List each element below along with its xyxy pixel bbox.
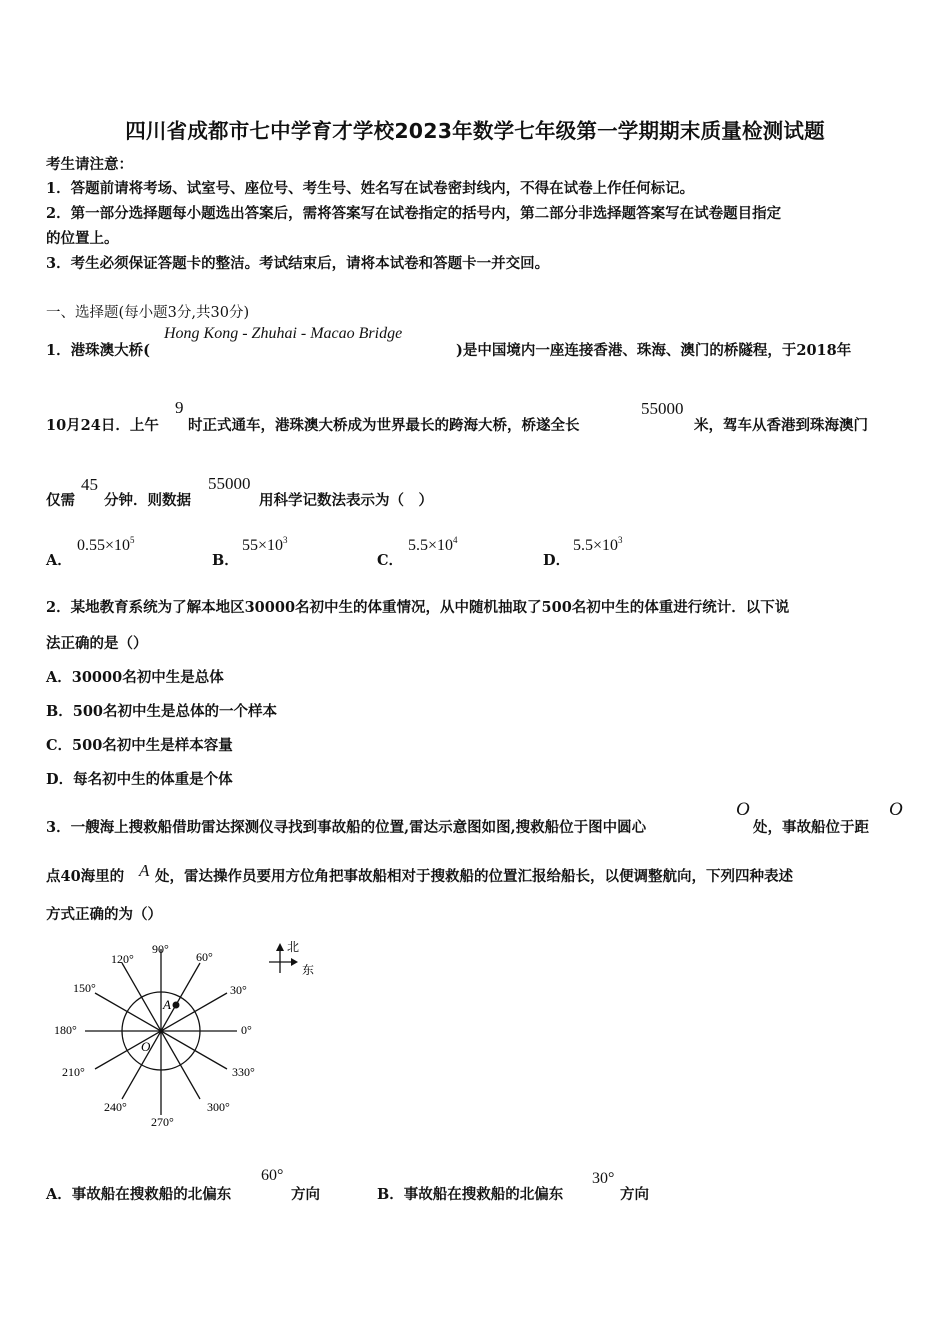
diagram-label-a: A	[163, 997, 171, 1012]
q3-option-b-degree: 30°	[592, 1170, 615, 1187]
notice-item: 3．考生必须保证答题卡的整洁。考试结束后，请将本试卷和答题卡一并交回。	[46, 255, 550, 272]
angle-label-90: 90°	[152, 942, 169, 956]
q2-line2: 法正确的是（）	[46, 635, 148, 652]
angle-label-210: 210°	[62, 1065, 85, 1079]
point-a-dot	[173, 1002, 180, 1009]
q2-option-d: D．每名初中生的体重是个体	[46, 771, 233, 788]
q1-bridge-en: Hong Kong - Zhuhai - Macao Bridge	[164, 325, 403, 342]
q1-line3-b: 分钟．则数据	[104, 492, 191, 509]
q3-line1-a: 3．一艘海上搜救船借助雷达探测仪寻找到事故船的位置,雷达示意图如图,搜救船位于图中圆心	[46, 819, 647, 836]
q1-line2-c: 米，驾车从香港到珠海澳门	[694, 417, 868, 434]
q1-prefix: 1．港珠澳大桥(	[46, 342, 150, 359]
q3-option-b-tail: 方向	[620, 1186, 649, 1203]
angle-label-0: 0°	[241, 1023, 252, 1037]
q1-line3-a: 仅需	[46, 492, 75, 509]
diagram-label-o: O	[141, 1039, 151, 1054]
angle-label-240: 240°	[104, 1100, 127, 1114]
q1-option-c-label: C．	[377, 552, 404, 569]
q1-length: 55000	[641, 399, 684, 418]
q3-option-b-label: B．事故船在搜救船的北偏东	[377, 1186, 564, 1203]
notice-item: 2．第一部分选择题每小题选出答案后，需将答案写在试卷指定的括号内，第二部分非选择题答案写在试卷题目指定	[46, 205, 782, 222]
q1-number: 55000	[208, 474, 251, 493]
angle-label-60: 60°	[196, 950, 213, 964]
q3-point-o: O	[889, 799, 903, 820]
compass-north-label: 北	[287, 940, 300, 954]
q3-center-o: O	[736, 799, 750, 820]
q1-option-b-value: $55\times 10^3$	[242, 535, 288, 554]
q3-line1-b: 处，事故船位于距	[753, 819, 869, 836]
angle-label-150: 150°	[73, 981, 96, 995]
q1-line2-a: 10月24日．上午	[46, 417, 159, 434]
q3-line2-a: 点40海里的	[46, 868, 125, 885]
angle-label-120: 120°	[111, 952, 134, 966]
page-title: 四川省成都市七中学育才学校2023年数学七年级第一学期期末质量检测试题	[125, 119, 825, 143]
angle-label-270: 270°	[151, 1115, 174, 1129]
q1-option-a-label: A．	[46, 552, 72, 569]
q1-line3-c: 用科学记数法表示为（ ）	[259, 492, 433, 509]
compass-east-label: 东	[302, 963, 315, 977]
q1-line2-b: 时正式通车，港珠澳大桥成为世界最长的跨海大桥，桥遂全长	[188, 417, 580, 434]
q3-option-a-label: A．事故船在搜救船的北偏东	[46, 1186, 232, 1203]
q2-option-b: B．500名初中生是总体的一个样本	[46, 703, 278, 720]
notice-heading: 考生请注意：	[46, 156, 133, 173]
angle-label-30: 30°	[230, 983, 247, 997]
q3-option-a-tail: 方向	[291, 1186, 320, 1203]
angle-label-300: 300°	[207, 1100, 230, 1114]
q3-point-a: A	[139, 861, 150, 880]
q1-option-c-value: $5.5\times 10^4$	[408, 535, 458, 554]
q1-option-d-label: D．	[543, 552, 571, 569]
q1-option-d-value: $5.5\times 10^3$	[573, 535, 623, 554]
notice-item: 的位置上。	[46, 230, 119, 247]
q2-option-c: C．500名初中生是样本容量	[46, 737, 233, 754]
q2-option-a: A．30000名初中生是总体	[46, 669, 224, 686]
compass-north-arrow	[276, 943, 284, 951]
q3-option-a-degree: 60°	[261, 1167, 284, 1184]
q3-line2-b: 处，雷达操作员要用方位角把事故船相对于搜救船的位置汇报给船长，以便调整航向，下列四种表述	[155, 868, 793, 885]
q1-option-b-label: B．	[212, 552, 239, 569]
notice-item: 1．答题前请将考场、试室号、座位号、考生号、姓名写在试卷密封线内，不得在试卷上作任何标记。	[46, 180, 695, 197]
compass-east-arrow	[291, 958, 298, 966]
angle-label-330: 330°	[232, 1065, 255, 1079]
angle-label-180: 180°	[54, 1023, 77, 1037]
q1-minutes: 45	[81, 475, 98, 494]
radar-diagram	[40, 935, 330, 1135]
section-heading: 一、选择题(每小题3分,共30分)	[46, 305, 250, 321]
q1-line1-rest: )是中国境内一座连接香港、珠海、澳门的桥隧程，于2018年	[456, 342, 852, 359]
q1-option-a-value: $0.55\times 10^5$	[77, 535, 135, 554]
q1-hour: 9	[175, 398, 184, 417]
q2-line1: 2．某地教育系统为了解本地区30000名初中生的体重情况，从中随机抽取了500名初中生的体重进行统计．以下说	[46, 599, 790, 616]
q3-line3: 方式正确的为（）	[46, 906, 162, 923]
